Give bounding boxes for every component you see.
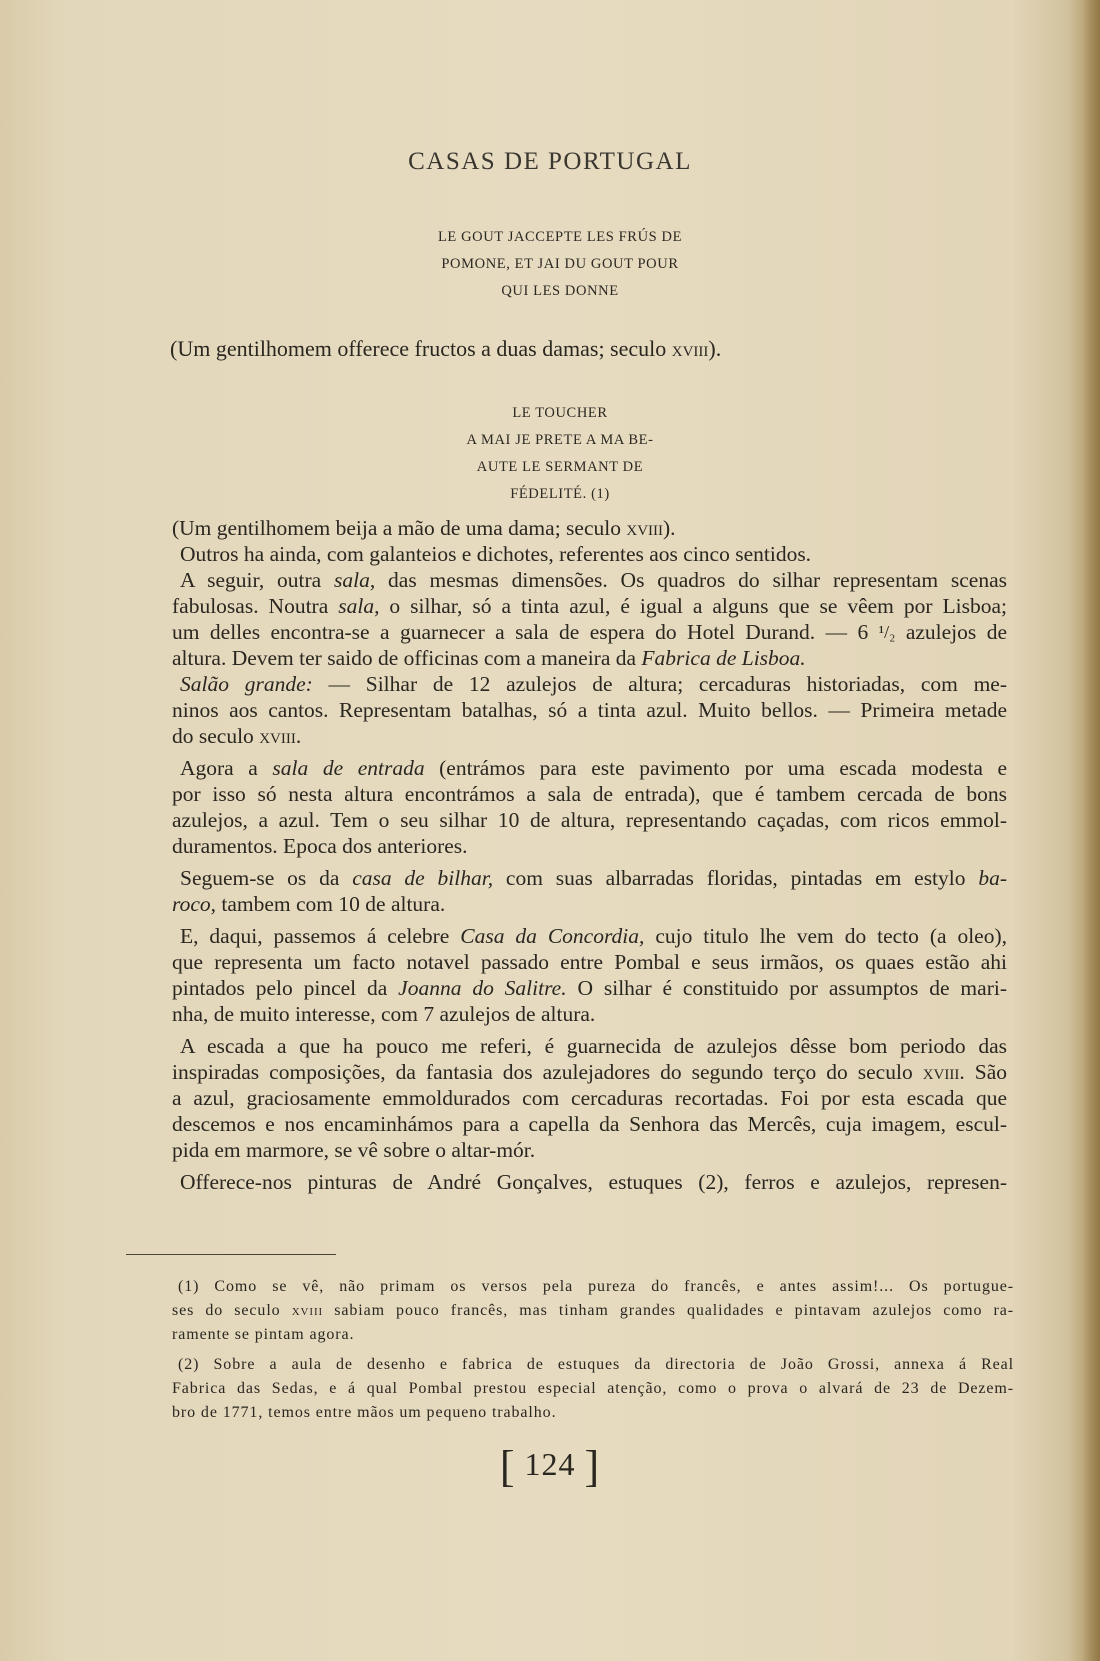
body-line: um delles encontra-se a guarnecer a sala de espera do Hotel Durand. — 6 ¹/₂ azulejos de	[172, 620, 1007, 644]
body-line: (Um gentilhomem beija a mão de uma dama; seculo xviii).	[172, 516, 676, 540]
motto-1	[0, 224, 1100, 305]
motto-1-line: LE GOUT JACCEPTE LES FRÚS DE	[437, 229, 683, 245]
body-line: nha, de muito interesse, com 7 azulejos de altura.	[172, 1002, 596, 1026]
body-line: roco, tambem com 10 de altura.	[172, 892, 446, 916]
footnote-rule	[126, 1254, 336, 1255]
footnote-line: (2) Sobre a aula de desenho e fabrica de estuques da directoria de João Grossi, annexa á Real	[178, 1356, 1014, 1373]
motto-1-line: POMONE, ET JAI DU GOUT POUR	[441, 256, 679, 272]
body-line: inspiradas composições, da fantasia dos azulejadores do segundo terço do seculo xviii. São	[172, 1060, 1007, 1084]
body-line: ninos aos cantos. Representam batalhas, só a tinta azul. Muito bellos. — Primeira metade	[172, 698, 1007, 722]
motto-2	[0, 400, 1100, 508]
body-line: pintados pelo pincel da Joanna do Salitre. O silhar é constituido por assumptos de mari-	[172, 976, 1007, 1000]
body-line: Offerece-nos pinturas de André Gonçalves, estuques (2), ferros e azulejos, represen-	[180, 1170, 1007, 1194]
body-line: pida em marmore, se vê sobre o altar-mór.	[172, 1138, 536, 1162]
body-line: E, daqui, passemos á celebre Casa da Concordia, cujo titulo lhe vem do tecto (a oleo),	[180, 924, 1008, 948]
footnote-line: (1) Como se vê, não primam os versos pela pureza do francês, e antes assim!... Os portugue-	[178, 1278, 1014, 1295]
footnote-line: ses do seculo xviii sabiam pouco francês, mas tinham grandes qualidades e pintavam azulejos como ra-	[172, 1302, 1014, 1319]
body-line: A seguir, outra sala, das mesmas dimensões. Os quadros do silhar representam scenas	[180, 568, 1007, 592]
body-line: descemos e nos encaminhámos para a capella da Senhora das Mercês, cuja imagem, escul-	[172, 1112, 1007, 1136]
body-line: azulejos, a azul. Tem o seu silhar 10 de altura, representando caçadas, com ricos emmol-	[172, 808, 1007, 832]
body-line: Agora a sala de entrada (entrámos para este pavimento por uma escada modesta e	[180, 756, 1007, 780]
motto-1-line: QUI LES DONNE	[501, 283, 619, 299]
motto-2-line: LE TOUCHER	[512, 405, 608, 421]
motto-2-line: A MAI JE PRETE A MA BE-	[466, 432, 654, 448]
footnote-line: bro de 1771, temos entre mãos um pequeno trabalho.	[172, 1404, 557, 1421]
body-line: por isso só nesta altura encontrámos a sala de entrada), que é tambem cercada de bons	[172, 782, 1007, 806]
body-line: a azul, graciosamente emmoldurados com cercaduras recortadas. Foi por esta escada que	[172, 1086, 1007, 1110]
body-line: do seculo xviii.	[172, 724, 302, 748]
page-number: [ 124 ]	[499, 1442, 601, 1491]
body-line: A escada a que ha pouco me referi, é guarnecida de azulejos dêsse bom periodo das	[180, 1034, 1007, 1058]
body-line: duramentos. Epoca dos anteriores.	[172, 834, 468, 858]
motto-2-line: FÉDELITÉ. (1)	[510, 486, 610, 502]
caption-1: (Um gentilhomem offerece fructos a duas damas; seculo xviii).	[170, 336, 722, 361]
body-line: fabulosas. Noutra sala, o silhar, só a tinta azul, é igual a alguns que se vêem por Lisboa;	[172, 594, 1007, 618]
body-line: que representa um facto notavel passado entre Pombal e seus irmãos, os quaes estão ahi	[172, 950, 1007, 974]
body-line: Outros ha ainda, com galanteios e dichotes, referentes aos cinco sentidos.	[180, 542, 812, 566]
motto-2-line: AUTE LE SERMANT DE	[476, 459, 644, 475]
running-head: CASAS DE PORTUGAL	[408, 148, 692, 175]
body-line: Salão grande: — Silhar de 12 azulejos de altura; cercaduras historiadas, com me-	[180, 672, 1007, 696]
footnote-line: ramente se pintam agora.	[172, 1326, 355, 1343]
body-line: altura. Devem ter saido de officinas com a maneira da Fabrica de Lisboa.	[172, 646, 806, 670]
footnote-line: Fabrica das Sedas, e á qual Pombal prestou especial atenção, como o prova o alvará de 23 de Dezem-	[172, 1380, 1014, 1397]
body-line: Seguem-se os da casa de bilhar, com suas albarradas floridas, pintadas em estylo ba-	[180, 866, 1007, 890]
